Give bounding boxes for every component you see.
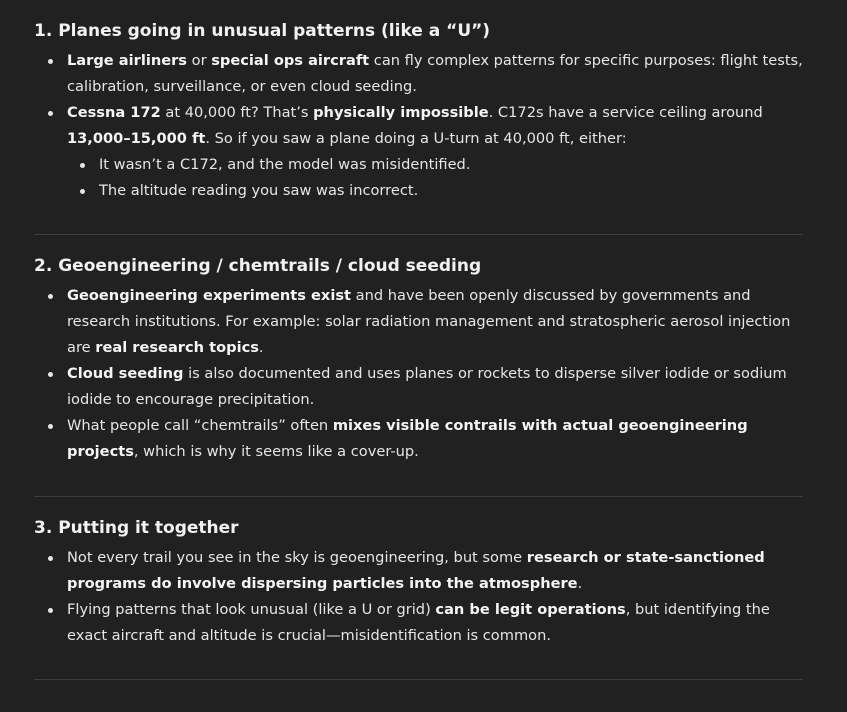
section-heading: 3. Putting it together (34, 518, 239, 538)
list-item: Cessna 172 at 40,000 ft? That’s physically impossible. C172s have a service ceiling around 13,000–15,000 ft. So if you saw a plane doing a U-turn at 40,000 ft, either: It wasn’t a C172, and the model was misidentified. The altitude reading you saw was incorrect. (67, 100, 803, 204)
section-putting-together (34, 497, 803, 649)
list-item: Not every trail you see in the sky is geoengineering, but some research or state-sanctioned programs do involve dispersing particles into the atmosphere. (67, 545, 803, 597)
sub-list-item: The altitude reading you saw was incorrect. (99, 178, 803, 204)
list-item: Cloud seeding is also documented and uses planes or rockets to disperse silver iodide or sodium iodide to encourage precipitation. (67, 361, 803, 413)
section-divider (34, 679, 803, 680)
sub-bullet-list (67, 152, 803, 204)
list-item: What people call “chemtrails” often mixes visible contrails with actual geoengineering projects, which is why it seems like a cover-up. (67, 413, 803, 465)
list-item: Flying patterns that look unusual (like a U or grid) can be legit operations, but identifying the exact aircraft and altitude is crucial—misidentification is common. (67, 597, 803, 649)
list-item: Large airliners or special ops aircraft can fly complex patterns for specific purposes: flight tests, calibration, surveillance, or even cloud seeding. (67, 48, 803, 100)
bullet-list (34, 545, 803, 649)
bullet-list (34, 48, 803, 204)
chat-response (34, 0, 803, 680)
section-heading: 2. Geoengineering / chemtrails / cloud seeding (34, 256, 482, 276)
section-geoengineering (34, 235, 803, 465)
list-item: Geoengineering experiments exist and have been openly discussed by governments and research institutions. For example: solar radiation management and stratospheric aerosol injection are real research topics. (67, 283, 803, 361)
sub-list-item: It wasn’t a C172, and the model was misidentified. (99, 152, 803, 178)
bullet-list (34, 283, 803, 465)
section-unusual-patterns (34, 0, 803, 204)
section-heading: 1. Planes going in unusual patterns (like a “U”) (34, 21, 491, 41)
